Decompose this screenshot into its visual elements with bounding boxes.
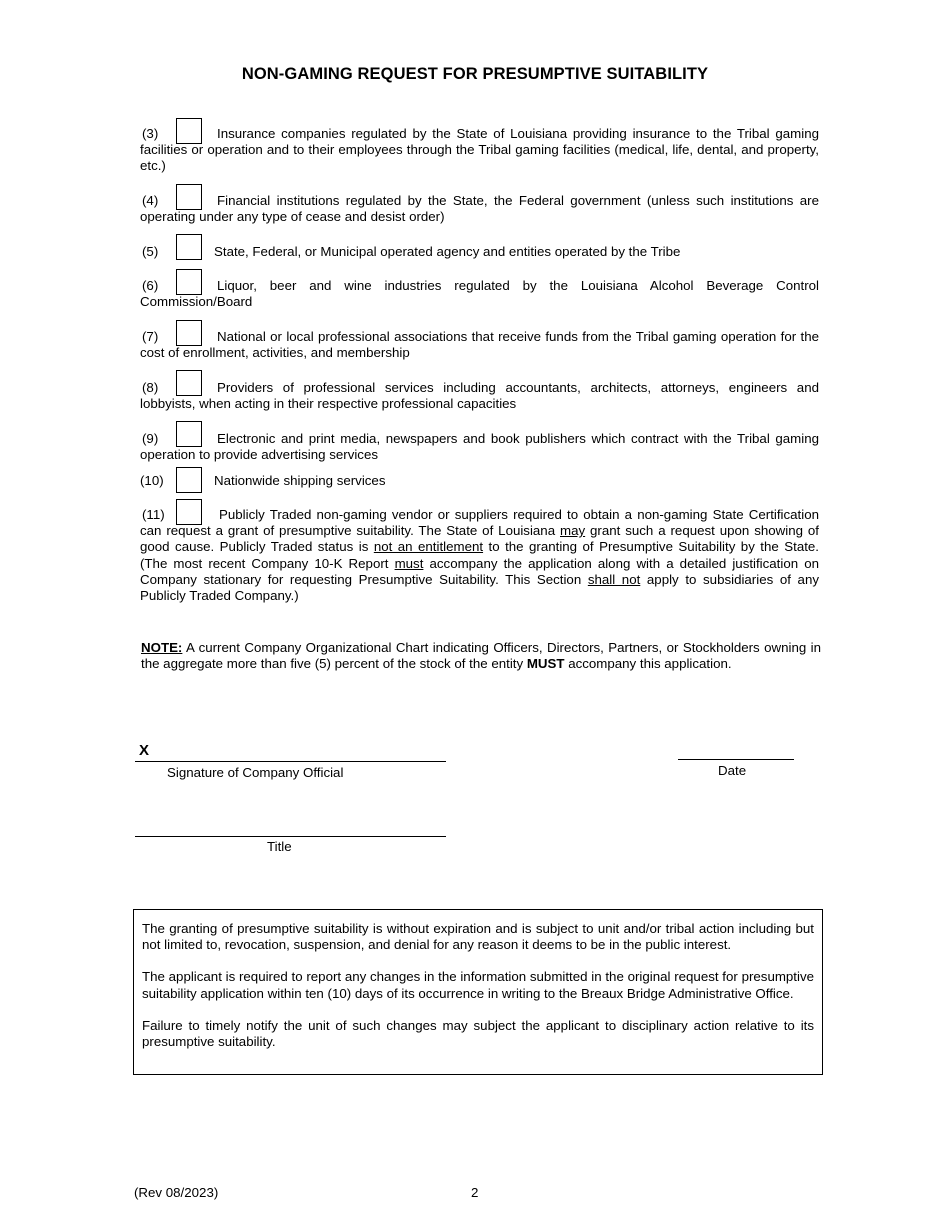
item-text: Financial institutions regulated by the State, the Federal government (unless such institutions are operating under any type of cease and desist order) xyxy=(140,193,819,225)
note-label: NOTE: xyxy=(141,640,183,655)
note-emphasis: MUST xyxy=(526,656,565,672)
item-number: (6) xyxy=(142,278,159,293)
signature-line[interactable] xyxy=(135,761,446,762)
item-number: (9) xyxy=(142,431,159,446)
item-text: Publicly Traded non-gaming vendor or suppliers required to obtain a non-gaming State Certification can request a grant of presumptive suitability. The State of Louisiana may grant such a request upon showing of good cause. Publicly Traded status is not an entitlement to the granting of Presumptive Suitability by the State. (The most recent Company 10-K Report must accompany the application along with a detailed justification on Company stationary for requesting Presumptive Suitability. This Section shall not apply to subsidiaries of any Publicly Traded Company.) xyxy=(140,507,820,604)
signature-mark: X xyxy=(139,742,150,759)
underlined-term: must xyxy=(394,555,424,571)
revision-label: (Rev 08/2023) xyxy=(134,1185,219,1200)
item-number: (4) xyxy=(142,193,159,208)
underlined-term: may xyxy=(560,523,586,539)
item-text: Insurance companies regulated by the State of Louisiana providing insurance to the Tribal gaming facilities or operation and to their employees through the Tribal gaming facilities (medical, life, dental, and property, etc.) xyxy=(140,126,819,174)
item-text: State, Federal, or Municipal operated agency and entities operated by the Tribe xyxy=(214,244,681,259)
date-label: Date xyxy=(718,763,747,778)
item-text: Electronic and print media, newspapers and book publishers which contract with the Tribal gaming operation to provide advertising services xyxy=(140,431,819,463)
item-text: Nationwide shipping services xyxy=(214,473,386,488)
item-number: (11) xyxy=(142,507,165,522)
item-text: National or local professional associations that receive funds from the Tribal gaming operation for the cost of enrollment, activities, and membership xyxy=(140,329,819,361)
title-label: Title xyxy=(267,839,292,854)
notice-paragraph: Failure to timely notify the unit of such changes may subject the applicant to disciplinary action relative to its presumptive suitability. xyxy=(142,1017,814,1050)
item-number: (5) xyxy=(142,244,159,259)
notice-paragraph: The granting of presumptive suitability is without expiration and is subject to unit and/or tribal action including but not limited to, revocation, suspension, and denial for any reason it deems to be in the public interest. xyxy=(142,921,814,953)
item-text: Providers of professional services including accountants, architects, attorneys, engineers and lobbyists, when acting in their respective professional capacities xyxy=(140,380,819,412)
notice-paragraph: The applicant is required to report any changes in the information submitted in the original request for presumptive suitability application within ten (10) days of its occurrence in writing to the Breaux Bridge Administrative Office. xyxy=(142,969,814,1001)
signature-label: Signature of Company Official xyxy=(167,765,344,780)
note-paragraph: NOTE: A current Company Organizational Chart indicating Officers, Directors, Partners, or Stockholders owning in the aggregate more than five (5) percent of the stock of the entity MUST accompany this application. xyxy=(141,640,821,672)
underlined-term: shall not xyxy=(587,571,641,587)
date-line[interactable] xyxy=(678,759,794,760)
item-number: (7) xyxy=(142,329,159,344)
item-number: (8) xyxy=(142,380,159,395)
underlined-term: not an entitlement xyxy=(373,539,484,555)
page-number: 2 xyxy=(471,1185,479,1200)
page-title: NON-GAMING REQUEST FOR PRESUMPTIVE SUITABILITY xyxy=(241,65,709,83)
item-number: (3) xyxy=(142,126,159,141)
item-number: (10) xyxy=(140,473,164,488)
item-text: Liquor, beer and wine industries regulated by the Louisiana Alcohol Beverage Control Commission/Board xyxy=(140,278,819,310)
notice-box xyxy=(133,909,823,1075)
title-line[interactable] xyxy=(135,836,446,837)
